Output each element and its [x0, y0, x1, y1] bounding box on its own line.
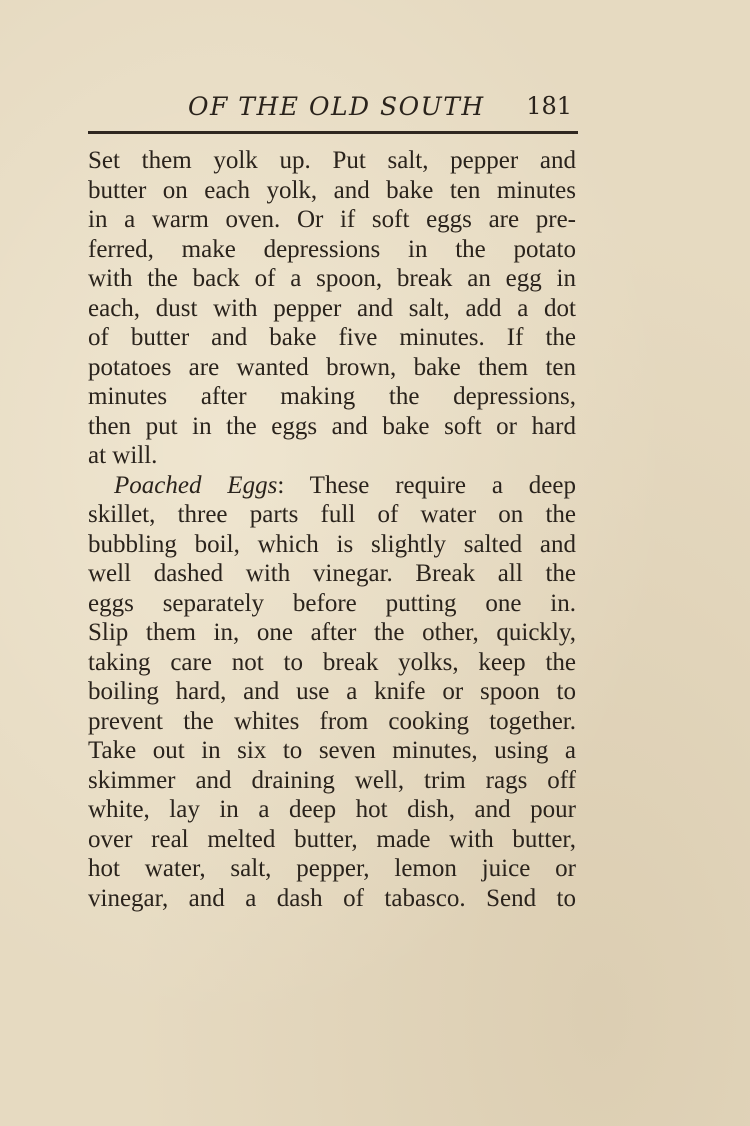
text-line: well dashed with vinegar. Break all the — [88, 560, 576, 587]
text-line: white, lay in a deep hot dish, and pour — [88, 796, 576, 823]
running-title: OF THE OLD SOUTH — [188, 92, 485, 121]
text-line: skimmer and draining well, trim rags off — [88, 766, 576, 794]
text-line: Slip them in, one after the other, quickly, — [88, 619, 576, 646]
text-line: minutes after making the depressions, — [88, 383, 576, 410]
text-line: eggs separately before putting one in. — [88, 589, 576, 617]
text-line: Set them yolk up. Put salt, pepper and — [88, 147, 576, 174]
section-first-line-rest: These require a deep — [309, 471, 576, 499]
text-line: taking care not to break yolks, keep the — [88, 648, 576, 676]
page-header — [88, 88, 576, 128]
page-number: 181 — [526, 92, 572, 120]
body-text — [88, 146, 576, 913]
section-title: Poached Eggs — [114, 471, 278, 499]
text-line: over real melted butter, made with butter, — [88, 825, 576, 853]
text-line: with the back of a spoon, break an egg in — [88, 265, 576, 292]
text-line: butter on each yolk, and bake ten minutes — [88, 176, 576, 204]
text-line: each, dust with pepper and salt, add a dot — [88, 294, 576, 322]
header-rule — [88, 131, 578, 134]
section-first-line — [88, 471, 576, 501]
text-line: then put in the eggs and bake soft or hard — [88, 412, 576, 440]
text-line: in a warm oven. Or if soft eggs are pre- — [88, 206, 576, 233]
text-line: vinegar, and a dash of tabasco. Send to — [88, 884, 576, 912]
text-line: boiling hard, and use a knife or spoon to — [88, 678, 576, 705]
text-line: at will. — [88, 442, 158, 469]
text-line: ferred, make depressions in the potato — [88, 235, 576, 263]
text-line: Take out in six to seven minutes, using a — [88, 737, 576, 764]
text-line: potatoes are wanted brown, bake them ten — [88, 353, 576, 381]
section-colon: : — [277, 471, 285, 499]
text-line: hot water, salt, pepper, lemon juice or — [88, 855, 576, 882]
text-line: prevent the whites from cooking together. — [88, 707, 576, 735]
text-line: skillet, three parts full of water on the — [88, 501, 576, 528]
text-line: of butter and bake five minutes. If the — [88, 324, 576, 351]
text-line: bubbling boil, which is slightly salted and — [88, 530, 576, 558]
